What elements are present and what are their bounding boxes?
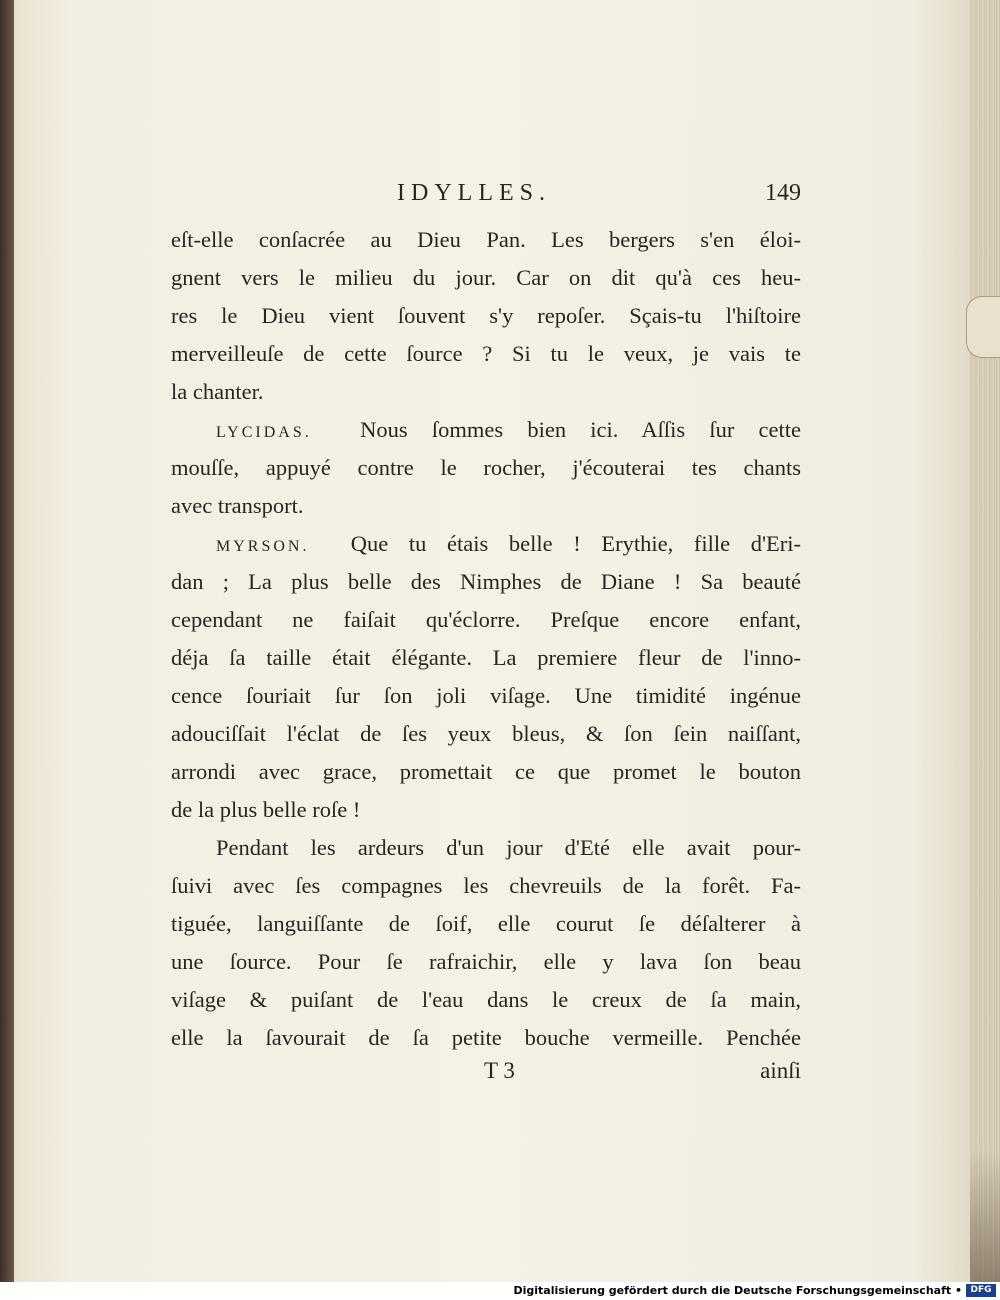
text-line: cence ſouriait ſur ſon joli viſage. Une timidité ingénue: [171, 683, 801, 708]
text-line: tiguée, languiſſante de ſoif, elle courut ſe déſalterer à: [171, 911, 801, 936]
text-line: merveilleuſe de cette ſource ? Si tu le veux, je vais te: [171, 341, 801, 366]
text-line: gnent vers le milieu du jour. Car on dit qu'à ces heu-: [171, 265, 801, 290]
text-line: la chanter.: [171, 379, 264, 404]
book-spine: [0, 0, 14, 1282]
dfg-logo: DFG: [966, 1284, 996, 1297]
text-line: déja ſa taille était élégante. La premiere fleur de l'inno-: [171, 645, 801, 670]
body-text: [171, 221, 801, 1057]
text-line: dan ; La plus belle des Nimphes de Diane ! Sa beauté: [171, 569, 801, 594]
page-footer: [171, 1058, 801, 1092]
running-title: IDYLLES.: [397, 180, 551, 206]
credit-text: Digitalisierung gefördert durch die Deutsche Forschungsgemeinschaft •: [513, 1284, 962, 1297]
page-tab-marker: [966, 296, 1000, 358]
text-line: eſt-elle conſacrée au Dieu Pan. Les bergers s'en éloi-: [171, 227, 801, 252]
paragraph-start-line: Pendant les ardeurs d'un jour d'Eté elle avait pour-: [216, 835, 801, 860]
page-edges: [970, 0, 1000, 1282]
text-line: cependant ne faiſait qu'éclorre. Preſque encore enfant,: [171, 607, 801, 632]
signature-mark: T 3: [484, 1058, 515, 1083]
text-line: arrondi avec grace, promettait ce que promet le bouton: [171, 759, 801, 784]
text-line: une ſource. Pour ſe rafraichir, elle y lava ſon beau: [171, 949, 801, 974]
text-line: elle la ſavourait de ſa petite bouche vermeille. Penchée: [171, 1025, 801, 1050]
page-paper: [14, 0, 971, 1282]
text-line: mouſſe, appuyé contre le rocher, j'écouterai tes chants: [171, 455, 801, 480]
text-line: adouciſſait l'éclat de ſes yeux bleus, & ſon ſein naiſſant,: [171, 721, 801, 746]
text-line: res le Dieu vient ſouvent s'y repoſer. Sçais-tu l'hiſtoire: [171, 303, 801, 328]
dialogue-line: MYRSON. Que tu étais belle ! Erythie, fille d'Eri-: [216, 531, 801, 556]
running-header: [171, 180, 801, 220]
speaker-name: LYCIDAS.: [216, 424, 312, 441]
credit-bar: [0, 1282, 1000, 1300]
catchword: ainſi: [760, 1058, 801, 1083]
speaker-name: MYRSON.: [216, 538, 310, 555]
page-number: 149: [765, 180, 801, 206]
text-line: ſuivi avec ſes compagnes les chevreuils de la forêt. Fa-: [171, 873, 801, 898]
text-line: de la plus belle roſe !: [171, 797, 361, 822]
page-edges-shadow: [970, 1150, 1000, 1282]
text-line: viſage & puiſant de l'eau dans le creux de ſa main,: [171, 987, 801, 1012]
text-line: avec transport.: [171, 493, 304, 518]
dialogue-line: LYCIDAS. Nous ſommes bien ici. Aſſis ſur cette: [216, 417, 801, 442]
